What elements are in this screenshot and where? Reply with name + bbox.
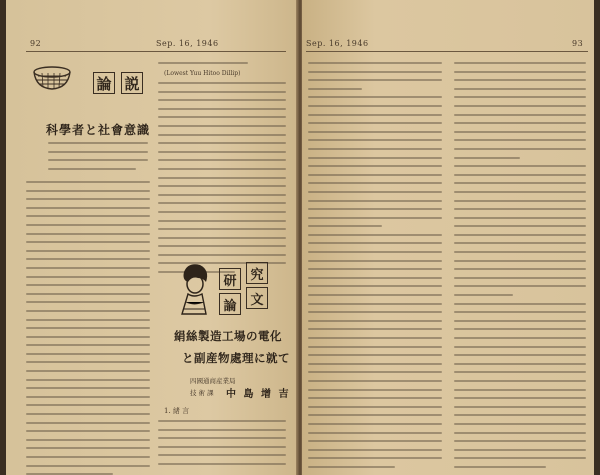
right-column-1 bbox=[308, 62, 442, 475]
section-heading: 1. 緒 言 bbox=[164, 407, 190, 415]
research-label-ken: 研 bbox=[219, 268, 241, 290]
right-page-date: Sep. 16, 1946 bbox=[306, 39, 369, 48]
right-page bbox=[302, 0, 594, 475]
essay-body bbox=[26, 181, 150, 475]
article-title-line1: 絹絲製造工場の電化 bbox=[174, 329, 282, 343]
essay-body-right-2 bbox=[158, 82, 286, 280]
woman-illustration bbox=[176, 262, 212, 316]
basket-illustration bbox=[32, 65, 72, 91]
author-name: 中 島 增 吉 bbox=[226, 389, 291, 400]
byline: (Lowest Yuu Hitoo Dillip) bbox=[164, 70, 241, 77]
article-title-line2: と副産物處理に就て bbox=[182, 351, 290, 365]
right-column-2 bbox=[454, 62, 586, 475]
research-label-kyu: 究 bbox=[246, 262, 268, 284]
author-affiliation-2: 技 術 課 bbox=[190, 389, 214, 397]
essay-title: 科學者と社會意識 bbox=[46, 123, 151, 137]
left-page bbox=[6, 0, 298, 475]
author-affiliation-1: 四國通商産業局 bbox=[190, 377, 236, 385]
header-rule bbox=[26, 51, 286, 52]
header-rule-right bbox=[306, 51, 588, 52]
research-label-bun: 文 bbox=[246, 287, 268, 309]
left-page-number: 92 bbox=[30, 39, 42, 48]
research-label-ron: 論 bbox=[219, 293, 241, 315]
essay-label-setsu: 説 bbox=[121, 72, 143, 94]
essay-intro bbox=[48, 142, 148, 176]
essay-label-ron: 論 bbox=[93, 72, 115, 94]
right-page-number: 93 bbox=[572, 39, 584, 48]
article-body bbox=[158, 420, 286, 472]
left-page-date: Sep. 16, 1946 bbox=[156, 39, 219, 48]
